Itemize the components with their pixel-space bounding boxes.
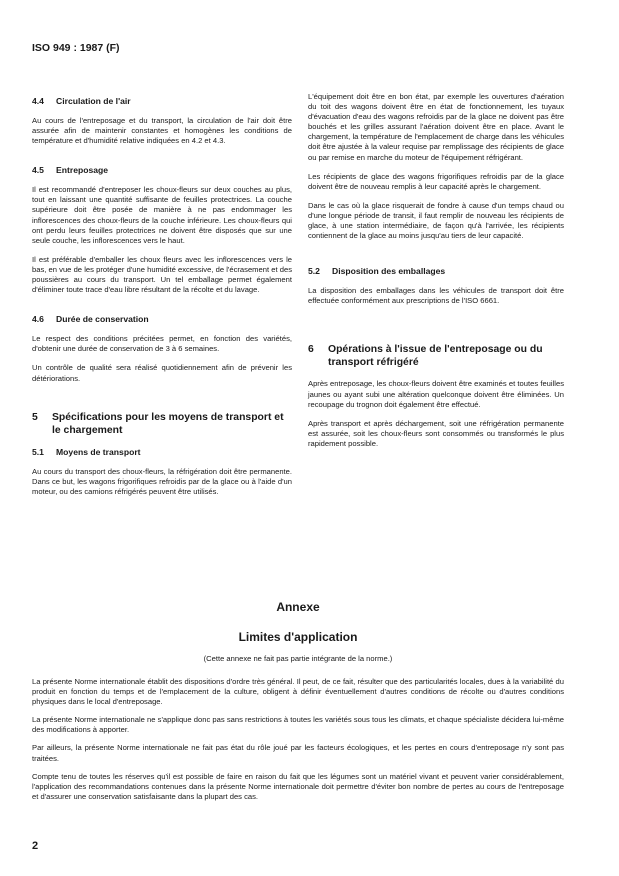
annex <box>32 600 564 810</box>
paragraph: Il est préférable d'emballer les choux fleurs avec les inflorescences vers le bas, en vue de les protéger d'une humidité excessive, de l'écrasement et des poussières au cours du transport. Un tel emballage permet également d'éliminer toute trace d'eau libre résultant de la récolte et du lavage. <box>32 254 292 295</box>
section-title: Moyens de transport <box>56 446 141 457</box>
document-header: ISO 949 : 1987 (F) <box>32 42 120 54</box>
section-5-heading <box>32 411 292 437</box>
section-title: Circulation de l'air <box>56 96 131 106</box>
annex-note: (Cette annexe ne fait pas partie intégrante de la norme.) <box>203 654 393 663</box>
section-title: Disposition des emballages <box>332 266 446 277</box>
section-number: 5 <box>32 411 38 423</box>
section-title: Durée de conservation <box>56 314 149 325</box>
paragraph: Il est recommandé d'entreposer les choux-fleurs sur deux couches au plus, tout en laissant une quantité suffisante de feuilles protectrices. La couche supérieure doit être posée de manière à ne pas endommager les inflorescences des choux-fleurs de la couche inférieure. Les choux-fleurs qui ont perdu leurs feuilles protectrices ne doivent être disposés que sur une seule couche, les inflorescences vers le haut. <box>32 185 292 245</box>
section-4-5-heading <box>32 165 292 175</box>
section-number: 4.5 <box>32 165 44 176</box>
paragraph: Le respect des conditions précitées permet, en fonction des variétés, d'obtenir une durée de conservation de 3 à 6 semaines. <box>32 334 292 354</box>
annex-paragraph: La présente Norme internationale ne s'applique donc pas sans restrictions à toutes les variétés sous tous les climats, et chaque spécialiste décidera lui-même des modifications à apporter. <box>32 715 564 735</box>
section-4-4-heading <box>32 96 292 106</box>
paragraph: Après transport et après déchargement, soit une réfrigération permanente est assurée, soit les choux-fleurs sont consommés ou transformés le plus rapidement possible. <box>308 418 564 448</box>
section-title: Spécifications pour les moyens de transport et le chargement <box>52 411 284 436</box>
right-column <box>308 92 564 458</box>
section-number: 4.4 <box>32 96 44 106</box>
annex-paragraph: La présente Norme internationale établit des dispositions d'ordre très général. Il peut, de ce fait, résulter que des particularités locales, dues à la variabilité du produit en fonction du temps et de l'emplacement de la culture, obligent à définir éventuellement d'autres conditions de récolte ou d'autres conditions physiques dans le local d'entreposage. <box>32 677 564 707</box>
section-number: 6 <box>308 344 314 356</box>
section-4-6-heading <box>32 314 292 324</box>
section-5-2-heading <box>308 266 564 276</box>
paragraph: Un contrôle de qualité sera réalisé quotidiennement afin de prévenir les détériorations. <box>32 363 292 383</box>
annex-title: Annexe <box>276 600 320 614</box>
section-number: 4.6 <box>32 314 44 325</box>
paragraph: La disposition des emballages dans les véhicules de transport doit être effectuée conformément aux prescriptions de l'ISO 6661. <box>308 286 564 306</box>
section-title: Opérations à l'issue de l'entreposage ou du transport réfrigéré <box>328 344 543 369</box>
section-number: 5.2 <box>308 266 320 277</box>
annex-paragraph: Compte tenu de toutes les réserves qu'il est possible de faire en raison du fait que les légumes sont un matériel vivant et peuvent varier considérablement, l'application des recommandations contenues dans la présente Norme internationale doit permettre d'éviter bon nombre de pertes au cours de l'entreposage et d'assurer une conservation satisfaisante dans la plupart des cas. <box>32 771 564 801</box>
paragraph: L'équipement doit être en bon état, par exemple les ouvertures d'aération du toit des wagons doivent être en état de fonctionnement, les tuyaux d'évacuation d'eau des wagons refroidis par de la glace ne doivent pas être bouchés et les grilles assurant l'aération doivent être en place. Avant le chargement, la température de l'emplacement de charge dans les véhicules doit être ajustée à la valeur requise par remplissage des récipients de glace ou par remise en marche du moteur de l'équipement réfrigérant. <box>308 92 564 162</box>
section-number: 5.1 <box>32 446 44 457</box>
paragraph: Les récipients de glace des wagons frigorifiques refroidis par de la glace doivent être de nouveau remplis à leur capacité après le chargement. <box>308 171 564 191</box>
annex-paragraph: Par ailleurs, la présente Norme internationale ne fait pas état du rôle joué par les facteurs écologiques, et les pertes en cours d'entreposage n'y sont pas traitées. <box>32 743 564 763</box>
annex-subtitle: Limites d'application <box>238 630 358 644</box>
paragraph: Dans le cas où la glace risquerait de fondre à cause d'un temps chaud ou d'une longue période de transit, il faut remplir de nouveau les récipients de glace, à une station intermédiaire, de façon qu'à l'arrivée, les récipients contiennent de la glace au moins jusqu'au tiers de leur capacité. <box>308 200 564 241</box>
paragraph: Après entreposage, les choux-fleurs doivent être examinés et toutes feuilles jaunes ou ayant subi une altération quelconque doivent être éliminées. Un recoupage du trognon doit également être effectué. <box>308 379 564 409</box>
section-5-1-heading <box>32 447 292 457</box>
page-number: 2 <box>32 840 39 852</box>
paragraph: Au cours du transport des choux-fleurs, la réfrigération doit être permanente. Dans ce but, les wagons frigorifiques refroidis par de la glace ou à l'aide d'un moteur, ou des camions réfrigérés peuvent être utilisés. <box>32 466 292 496</box>
left-column <box>32 92 292 506</box>
section-title: Entreposage <box>56 165 109 176</box>
paragraph: Au cours de l'entreposage et du transport, la circulation de l'air doit être assurée afin de maintenir constantes et homogènes les conditions de température et d'humidité relative indiquées en 4.2 et 4.3. <box>32 116 292 146</box>
section-6-heading <box>308 343 564 369</box>
